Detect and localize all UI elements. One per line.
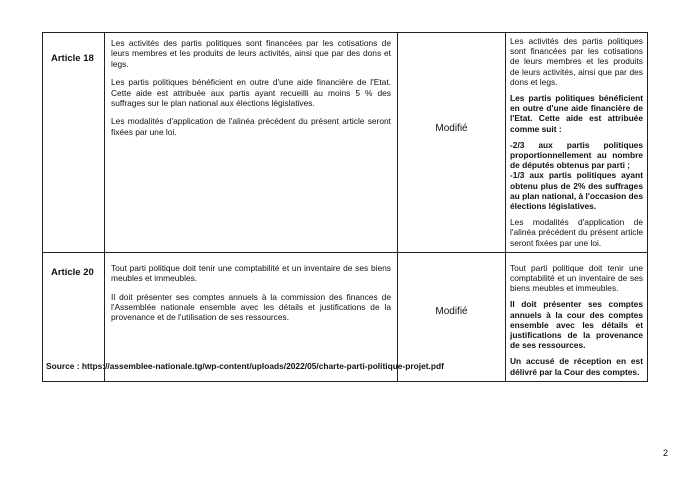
article-label: Article 20 [43, 252, 105, 381]
modified-paragraph: Les activités des partis politiques sont financées par les cotisations de leurs membres et les produits de leurs activités, ainsi que par des dons et legs. [510, 36, 643, 87]
original-paragraph: Les modalités d'application de l'alinéa précédent du présent article seront fixées par une loi. [111, 116, 391, 137]
source-citation: Source : https://assemblee-nationale.tg/wp-content/uploads/2022/05/charte-parti-politique-projet.pdf [46, 361, 444, 371]
article-label: Article 18 [43, 33, 105, 253]
original-paragraph: Les partis politiques bénéficient en outre d'une aide financière de l'Etat. Cette aide est attribuée aux partis ayant recueilli au moins 5 % des suffrages sur le plan national aux élections législatives. [111, 77, 391, 109]
modified-paragraph-bold: Un accusé de réception en est délivré par la Cour des comptes. [510, 356, 643, 377]
page-number: 2 [662, 448, 668, 458]
table-row [43, 33, 648, 253]
modified-text-cell [506, 252, 648, 381]
original-text-cell [105, 33, 398, 253]
comparison-table [42, 32, 648, 382]
modified-paragraph: Tout parti politique doit tenir une comptabilité et un inventaire de ses biens meubles et immeubles. [510, 262, 643, 294]
status-cell [398, 33, 506, 253]
modified-text-cell [506, 33, 648, 253]
status-label: Modifié [435, 305, 468, 317]
status-label: Modifié [435, 123, 468, 134]
modified-paragraph-bold: Il doit présenter ses comptes annuels à la cour des comptes ensemble avec les détails et justifications de la provenance de ses ressources. [510, 299, 643, 351]
modified-paragraph-bold: -2/3 aux partis politiques proportionnellement au nombre de députés obtenus par parti ; [510, 139, 643, 171]
modified-paragraph-bold: Les partis politiques bénéficient en outre d'une aide financière de l'Etat. Cette aide est attribuée comme suit : [510, 93, 643, 134]
original-paragraph: Tout parti politique doit tenir une comptabilité et un inventaire de ses biens meubles et immeubles. [111, 262, 391, 284]
original-paragraph: Les activités des partis politiques sont financées par les cotisations de leurs membres et les produits de leurs activités, ainsi que par des dons et legs. [111, 38, 391, 69]
modified-paragraph: Les modalités d'application de l'alinéa précédent du présent article seront fixées par une loi. [510, 217, 643, 248]
modified-paragraph-bold: -1/3 aux partis politiques ayant obtenu plus de 2% des suffrages au plan national, à l'occasion des élections législatives. [510, 170, 643, 212]
original-paragraph: Il doit présenter ses comptes annuels à la commission des finances de l'Assemblée nationale ensemble avec les détails et justifications de la provenance et de l'utilisation de ses ressources. [111, 291, 391, 323]
